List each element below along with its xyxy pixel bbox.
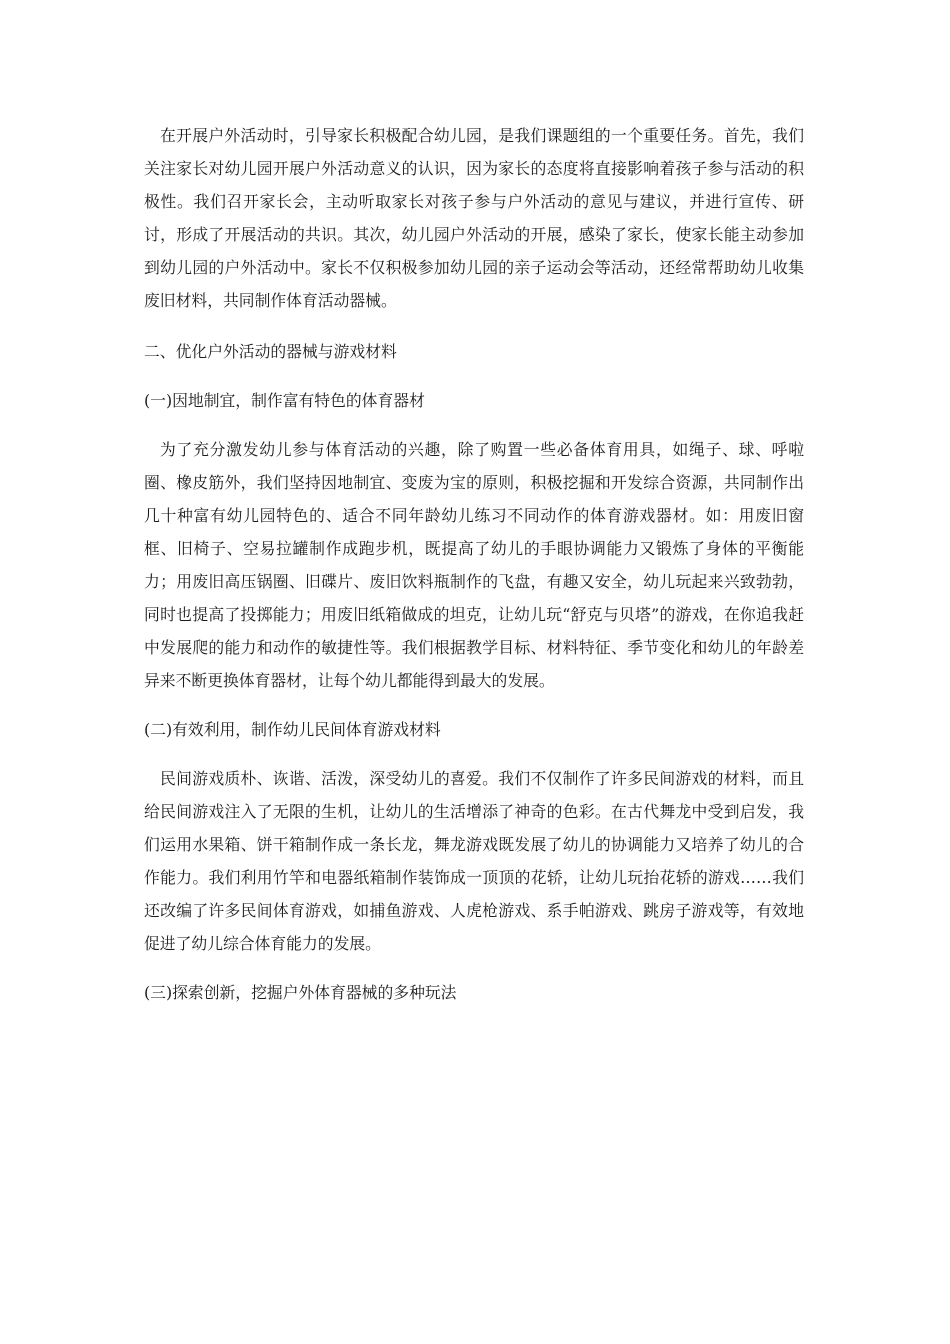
section-heading-2: 二、优化户外活动的器械与游戏材料 [144, 342, 397, 361]
paragraph-parent-involvement: 在开展户外活动时，引导家长积极配合幼儿园，是我们课题组的一个重要任务。首先，我们关注家长对幼儿园开展户外活动意义的认识，因为家长的态度将直接影响着孩子参与活动的积极性。我们召开家长会，主动听取家长对孩子参与户外活动的意见与建议，并进行宣传、研讨，形成了开展活动的共识。其次，幼儿园户外活动的开展，感染了家长，使家长能主动参加到幼儿园的户外活动中。家长不仅积极参加幼儿园的亲子运动会等活动，还经常帮助幼儿收集废旧材料，共同制作体育活动器械。 [144, 126, 804, 310]
subsection-heading-2: (二)有效利用，制作幼儿民间体育游戏材料 [144, 720, 441, 739]
subsection-heading-3: (三)探索创新，挖掘户外体育器械的多种玩法 [144, 983, 457, 1002]
spacer [144, 417, 804, 433]
subsection-heading-1: (一)因地制宜，制作富有特色的体育器材 [144, 391, 425, 410]
spacer [144, 697, 804, 713]
spacer [144, 317, 804, 335]
document-body [144, 119, 804, 1009]
paragraph-sports-equipment: 为了充分激发幼儿参与体育活动的兴趣，除了购置一些必备体育用具，如绳子、球、呼啦圈、橡皮筋外，我们坚持因地制宜、变废为宝的原则，积极挖掘和开发综合资源，共同制作出几十种富有幼儿园特色的、适合不同年龄幼儿练习不同动作的体育游戏器材。如：用废旧窗框、旧椅子、空易拉罐制作成跑步机，既提高了幼儿的手眼协调能力又锻炼了身体的平衡能力；用废旧高压锅圈、旧碟片、废旧饮料瓶制作的飞盘，有趣又安全，幼儿玩起来兴致勃勃，同时也提高了投掷能力；用废旧纸箱做成的坦克，让幼儿玩“舒克与贝塔”的游戏，在你追我赶中发展爬的能力和动作的敏捷性等。我们根据教学目标、材料特征、季节变化和幼儿的年龄差异来不断更换体育器材，让每个幼儿都能得到最大的发展。 [144, 440, 804, 690]
spacer [144, 746, 804, 762]
paragraph-folk-games: 民间游戏质朴、诙谐、活泼，深受幼儿的喜爱。我们不仅制作了许多民间游戏的材料，而且给民间游戏注入了无限的生机，让幼儿的生活增添了神奇的色彩。在古代舞龙中受到启发，我们运用水果箱、饼干箱制作成一条长龙，舞龙游戏既发展了幼儿的协调能力又培养了幼儿的合作能力。我们利用竹竿和电器纸箱制作装饰成一顶顶的花轿，让幼儿玩抬花轿的游戏……我们还改编了许多民间体育游戏，如捕鱼游戏、人虎枪游戏、系手帕游戏、跳房子游戏等，有效地促进了幼儿综合体育能力的发展。 [144, 769, 804, 953]
spacer [144, 960, 804, 976]
spacer [144, 368, 804, 384]
